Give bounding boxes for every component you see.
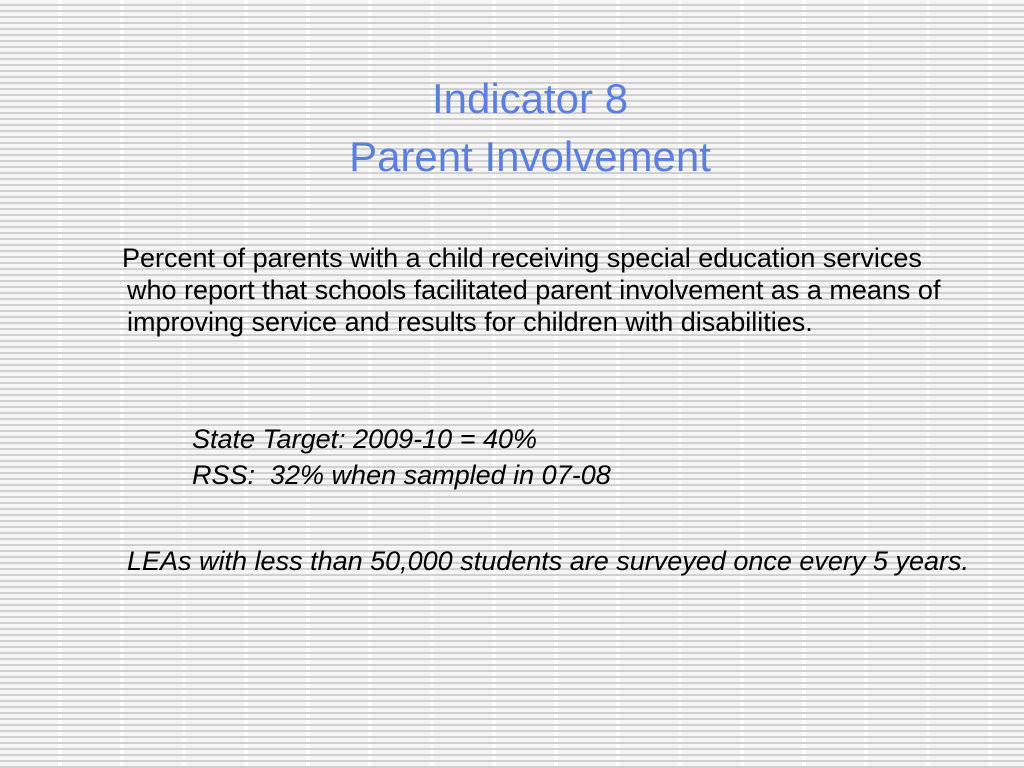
slide-title	[150, 70, 910, 186]
indicator-description: Percent of parents with a child receiving special education services who report that schools facilitated parent involvement as a means of improving service and results for children with disabilities.	[122, 243, 941, 337]
slide-title-line-1: Indicator 8	[431, 75, 629, 122]
rss-result: RSS: 32% when sampled in 07-08	[192, 460, 611, 490]
slide-title-line-2: Parent Involvement	[349, 133, 711, 180]
target-block	[192, 421, 892, 493]
slide-body	[122, 242, 967, 338]
lea-survey-note: LEAs with less than 50,000 students are surveyed once every 5 years.	[127, 546, 969, 576]
state-target: State Target: 2009-10 = 40%	[192, 424, 538, 454]
